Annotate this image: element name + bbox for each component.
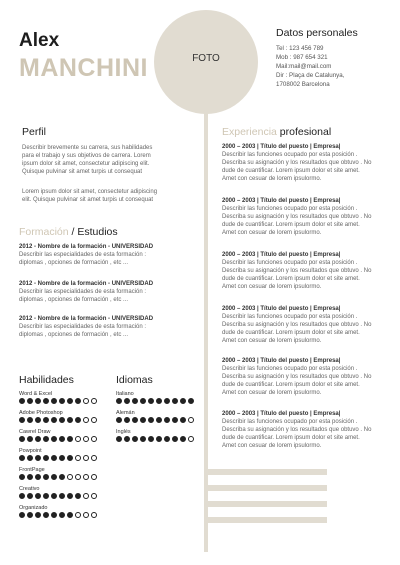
rating-row xyxy=(19,429,97,448)
rating-dots xyxy=(116,436,194,442)
rating-dot-empty xyxy=(91,493,97,499)
rating-dot-empty xyxy=(67,474,73,480)
rating-row xyxy=(116,410,194,429)
rating-dot-filled xyxy=(51,512,57,518)
rating-dot-filled xyxy=(116,436,122,442)
perfil-line: Describir brevemente su carrera, sus habilidades xyxy=(22,145,153,151)
experiencia-item xyxy=(222,410,371,450)
rating-dot-empty xyxy=(83,436,89,442)
formacion-title xyxy=(19,226,118,238)
rating-dot-empty xyxy=(83,493,89,499)
rating-dot-filled xyxy=(35,474,41,480)
rating-row xyxy=(116,391,194,410)
rating-dot-filled xyxy=(75,417,81,423)
formacion-item-head: 2012 - Nombre de la formación - UNIVERSIDAD xyxy=(19,244,154,250)
rating-row xyxy=(19,410,97,429)
rating-dot-filled xyxy=(180,417,186,423)
rating-dot-filled xyxy=(43,474,49,480)
rating-row xyxy=(19,486,97,505)
rating-label: Italiano xyxy=(116,391,134,397)
rating-dot-filled xyxy=(19,474,25,480)
last-name: MANCHINI xyxy=(19,54,148,82)
rating-dot-filled xyxy=(67,436,73,442)
formacion-item-line: diplomas , opciones de formación , etc ... xyxy=(19,332,129,338)
rating-row xyxy=(116,429,194,448)
rating-dot-filled xyxy=(124,417,130,423)
rating-dot-filled xyxy=(19,436,25,442)
rating-dot-filled xyxy=(132,436,138,442)
rating-dot-filled xyxy=(172,398,178,404)
perfil-paragraph xyxy=(22,188,157,204)
rating-dot-empty xyxy=(188,436,194,442)
perfil-line: Lorem ipsum dolor sit amet, consectetur adipiscing xyxy=(22,189,158,195)
rating-dot-filled xyxy=(27,474,33,480)
perfil-title: Perfil xyxy=(22,126,46,138)
rating-dot-empty xyxy=(75,474,81,480)
formacion-item-head: 2012 - Nombre de la formación - UNIVERSIDAD xyxy=(19,316,154,322)
rating-dot-filled xyxy=(156,417,162,423)
rating-dots xyxy=(19,455,97,461)
experiencia-item-head: 2000 – 2003 | Título del puesto | Empresa| xyxy=(222,198,341,204)
experiencia-item-line: Amet con cesuar de lorem ipsulormo. xyxy=(222,443,322,449)
experiencia-item-line: Describir las funciones ocupado por esta posición . xyxy=(222,314,358,320)
rating-dot-filled xyxy=(148,398,154,404)
rating-dot-filled xyxy=(156,436,162,442)
experiencia-item-line: Describir las funciones ocupado por esta posición . xyxy=(222,206,358,212)
experiencia-item-line: Describa su asignación y los resultados que obtuvo . No xyxy=(222,322,372,328)
experiencia-item-head: 2000 – 2003 | Título del puesto | Empresa| xyxy=(222,306,341,312)
rating-dot-filled xyxy=(59,455,65,461)
rating-dot-filled xyxy=(67,455,73,461)
rating-dot-filled xyxy=(148,436,154,442)
habilidades-title: Habilidades xyxy=(19,374,74,386)
formacion-item-head: 2012 - Nombre de la formación - UNIVERSIDAD xyxy=(19,281,154,287)
rating-dot-filled xyxy=(140,417,146,423)
rating-dot-filled xyxy=(156,398,162,404)
rating-label: Powpoint xyxy=(19,448,42,454)
rating-dot-filled xyxy=(43,512,49,518)
rating-dot-filled xyxy=(59,398,65,404)
perfil-line: ipsum dolor sit amet, consectetur adipiscing elit. xyxy=(22,161,150,167)
perfil-line: para el trabajo y sus objetivos de carrera. Lorem xyxy=(22,153,151,159)
personal-city: 1708002 Barcelona xyxy=(276,81,330,88)
experiencia-item-line: Amet con cesuar de lorem ipsulormo. xyxy=(222,390,322,396)
rating-label: Word & Excel xyxy=(19,391,53,397)
rating-dot-empty xyxy=(75,455,81,461)
rating-row xyxy=(19,467,97,486)
rating-dot-filled xyxy=(43,493,49,499)
rating-dot-filled xyxy=(27,455,33,461)
rating-dot-filled xyxy=(67,417,73,423)
rating-dot-empty xyxy=(91,398,97,404)
rating-label: Alemán xyxy=(116,410,135,416)
rating-dot-filled xyxy=(59,417,65,423)
experiencia-item-head: 2000 – 2003 | Título del puesto | Empresa| xyxy=(222,358,341,364)
formacion-item-line: Describir las especialidades de esta formación : xyxy=(19,289,147,295)
rating-dot-empty xyxy=(83,398,89,404)
rating-dot-filled xyxy=(51,417,57,423)
formacion-item-line: Describir las especialidades de esta formación : xyxy=(19,252,147,258)
rating-dots xyxy=(19,512,97,518)
rating-dot-filled xyxy=(172,436,178,442)
decorative-bar xyxy=(206,517,327,523)
rating-dot-filled xyxy=(116,417,122,423)
rating-dot-filled xyxy=(27,436,33,442)
rating-dot-empty xyxy=(91,455,97,461)
experiencia-item-line: dude de cuantificar. Lorem ipsum dolor et site amet. xyxy=(222,435,360,441)
rating-dot-filled xyxy=(140,398,146,404)
experiencia-item-line: Describir las funciones ocupado por esta posición . xyxy=(222,152,358,158)
experiencia-item-line: dude de cuantificar. Lorem ipsum dolor et site amet. xyxy=(222,276,360,282)
experiencia-item-line: Amet con cesuar de lorem ipsulormo. xyxy=(222,338,322,344)
rating-dot-filled xyxy=(180,436,186,442)
rating-dot-empty xyxy=(91,417,97,423)
rating-dot-filled xyxy=(140,436,146,442)
rating-dot-filled xyxy=(59,512,65,518)
experiencia-item-line: Amet con cesuar de lorem ipsulormo. xyxy=(222,176,322,182)
experiencia-item-line: Describa su asignación y los resultados que obtuvo . No xyxy=(222,427,372,433)
rating-dot-filled xyxy=(35,512,41,518)
rating-dot-filled xyxy=(27,417,33,423)
decorative-bar xyxy=(206,469,327,475)
experiencia-item xyxy=(222,197,371,237)
personal-title: Datos personales xyxy=(276,27,358,39)
experiencia-title-rest: profesional xyxy=(276,126,332,138)
experiencia-title xyxy=(222,126,331,138)
rating-dot-filled xyxy=(164,398,170,404)
experiencia-item xyxy=(222,305,371,345)
rating-row xyxy=(19,448,97,467)
rating-dot-filled xyxy=(19,455,25,461)
formacion-item-line: diplomas , opciones de formación , etc ... xyxy=(19,297,129,303)
rating-dot-filled xyxy=(172,417,178,423)
rating-dot-filled xyxy=(124,436,130,442)
formacion-item xyxy=(19,243,153,267)
experiencia-item-line: Describir las funciones ocupado por esta posición . xyxy=(222,366,358,372)
rating-dot-empty xyxy=(75,436,81,442)
rating-dots xyxy=(19,398,97,404)
rating-dot-empty xyxy=(91,512,97,518)
rating-dot-filled xyxy=(59,474,65,480)
perfil-line: Quisque pulvinar sit amet turpis ut consequat xyxy=(22,169,143,175)
perfil-paragraph xyxy=(22,144,152,176)
rating-dot-filled xyxy=(43,417,49,423)
rating-dot-filled xyxy=(43,436,49,442)
rating-dot-empty xyxy=(188,417,194,423)
rating-dots xyxy=(116,398,194,404)
experiencia-item-line: Amet con cesuar de lorem ipsulormo. xyxy=(222,284,322,290)
first-name: Alex xyxy=(19,30,60,51)
rating-dots xyxy=(19,436,97,442)
experiencia-item-line: Describa su asignación y los resultados que obtuvo . No xyxy=(222,268,372,274)
rating-dot-filled xyxy=(180,398,186,404)
formacion-item-line: diplomas , opciones de formación , etc ... xyxy=(19,260,129,266)
rating-label: Inglés xyxy=(116,429,131,435)
experiencia-item-line: Describa su asignación y los resultados que obtuvo . No xyxy=(222,160,372,166)
decorative-bar xyxy=(206,485,327,491)
formacion-item xyxy=(19,315,153,339)
rating-dot-empty xyxy=(91,474,97,480)
rating-dot-filled xyxy=(59,493,65,499)
rating-dot-filled xyxy=(67,398,73,404)
personal-mail: Mail:mail@mail.com xyxy=(276,63,332,70)
rating-dot-filled xyxy=(27,493,33,499)
rating-dot-filled xyxy=(27,512,33,518)
rating-dot-filled xyxy=(19,512,25,518)
rating-dot-filled xyxy=(19,493,25,499)
rating-label: FrontPage xyxy=(19,467,45,473)
experiencia-item xyxy=(222,251,371,291)
rating-dot-filled xyxy=(132,398,138,404)
rating-dot-filled xyxy=(51,436,57,442)
rating-label: Cawrel Draw xyxy=(19,429,51,435)
rating-dot-filled xyxy=(43,398,49,404)
rating-dot-filled xyxy=(124,398,130,404)
rating-label: Organizado xyxy=(19,505,48,511)
rating-row xyxy=(19,391,97,410)
rating-dot-filled xyxy=(188,398,194,404)
rating-dot-filled xyxy=(51,493,57,499)
rating-dot-filled xyxy=(59,436,65,442)
experiencia-item-line: dude de cuantificar. Lorem ipsum dolor et site amet. xyxy=(222,330,360,336)
rating-dot-filled xyxy=(35,417,41,423)
formacion-title-rest: / Estudios xyxy=(68,226,118,238)
experiencia-item-head: 2000 – 2003 | Título del puesto | Empresa| xyxy=(222,144,341,150)
experiencia-item-line: dude de cuantificar. Lorem ipsum dolor et site amet. xyxy=(222,168,360,174)
languages-list xyxy=(116,391,194,448)
rating-dot-empty xyxy=(83,417,89,423)
rating-dots xyxy=(19,474,97,480)
rating-dot-filled xyxy=(27,398,33,404)
rating-label: Creativo xyxy=(19,486,40,492)
experiencia-item xyxy=(222,143,371,183)
rating-dot-empty xyxy=(83,512,89,518)
experiencia-item xyxy=(222,357,371,397)
experiencia-item-line: dude de cuantificar. Lorem ipsum dolor et site amet. xyxy=(222,382,360,388)
rating-dot-filled xyxy=(148,417,154,423)
rating-dot-filled xyxy=(19,398,25,404)
experiencia-item-head: 2000 – 2003 | Título del puesto | Empresa| xyxy=(222,411,341,417)
formacion-item xyxy=(19,280,153,304)
experiencia-title-accent: Experiencia xyxy=(222,126,277,138)
experiencia-item-line: Amet con cesuar de lorem ipsulormo. xyxy=(222,230,322,236)
rating-dot-filled xyxy=(35,493,41,499)
rating-dot-empty xyxy=(75,512,81,518)
rating-dot-empty xyxy=(91,436,97,442)
photo-label: FOTO xyxy=(192,53,220,64)
personal-address: Dir : Plaça de Catalunya, xyxy=(276,72,345,79)
rating-dot-filled xyxy=(164,417,170,423)
formacion-item-line: Describir las especialidades de esta formación : xyxy=(19,324,147,330)
rating-dots xyxy=(116,417,194,423)
perfil-line: elit. Quisque pulvinar sit amet turpis ut consequat xyxy=(22,197,154,203)
rating-label: Adobe Photoshop xyxy=(19,410,63,416)
rating-dot-filled xyxy=(35,436,41,442)
rating-dot-filled xyxy=(75,493,81,499)
experiencia-item-head: 2000 – 2003 | Título del puesto | Empresa| xyxy=(222,252,341,258)
rating-dot-filled xyxy=(132,417,138,423)
rating-dot-empty xyxy=(83,474,89,480)
experiencia-item-line: dude de cuantificar. Lorem ipsum dolor et site amet. xyxy=(222,222,360,228)
idiomas-title: Idiomas xyxy=(116,374,153,386)
rating-dot-filled xyxy=(51,455,57,461)
experiencia-item-line: Describa su asignación y los resultados que obtuvo . No xyxy=(222,214,372,220)
rating-row xyxy=(19,505,97,524)
rating-dot-empty xyxy=(83,455,89,461)
rating-dot-filled xyxy=(19,417,25,423)
rating-dot-filled xyxy=(67,512,73,518)
rating-dot-filled xyxy=(35,455,41,461)
experiencia-item-line: Describir las funciones ocupado por esta posición . xyxy=(222,419,358,425)
rating-dot-filled xyxy=(35,398,41,404)
skills-list xyxy=(19,391,97,524)
personal-phone: Tel : 123 456 789 xyxy=(276,45,324,52)
rating-dot-filled xyxy=(75,398,81,404)
rating-dot-filled xyxy=(116,398,122,404)
decorative-bar xyxy=(206,501,327,507)
rating-dot-filled xyxy=(43,455,49,461)
personal-mobile: Mob : 987 654 321 xyxy=(276,54,328,61)
rating-dots xyxy=(19,417,97,423)
experiencia-item-line: Describa su asignación y los resultados que obtuvo . No xyxy=(222,374,372,380)
rating-dot-filled xyxy=(164,436,170,442)
experiencia-item-line: Describir las funciones ocupado por esta posición . xyxy=(222,260,358,266)
formacion-title-accent: Formación xyxy=(19,226,69,238)
rating-dot-filled xyxy=(51,474,57,480)
rating-dot-filled xyxy=(51,398,57,404)
rating-dot-filled xyxy=(67,493,73,499)
rating-dots xyxy=(19,493,97,499)
